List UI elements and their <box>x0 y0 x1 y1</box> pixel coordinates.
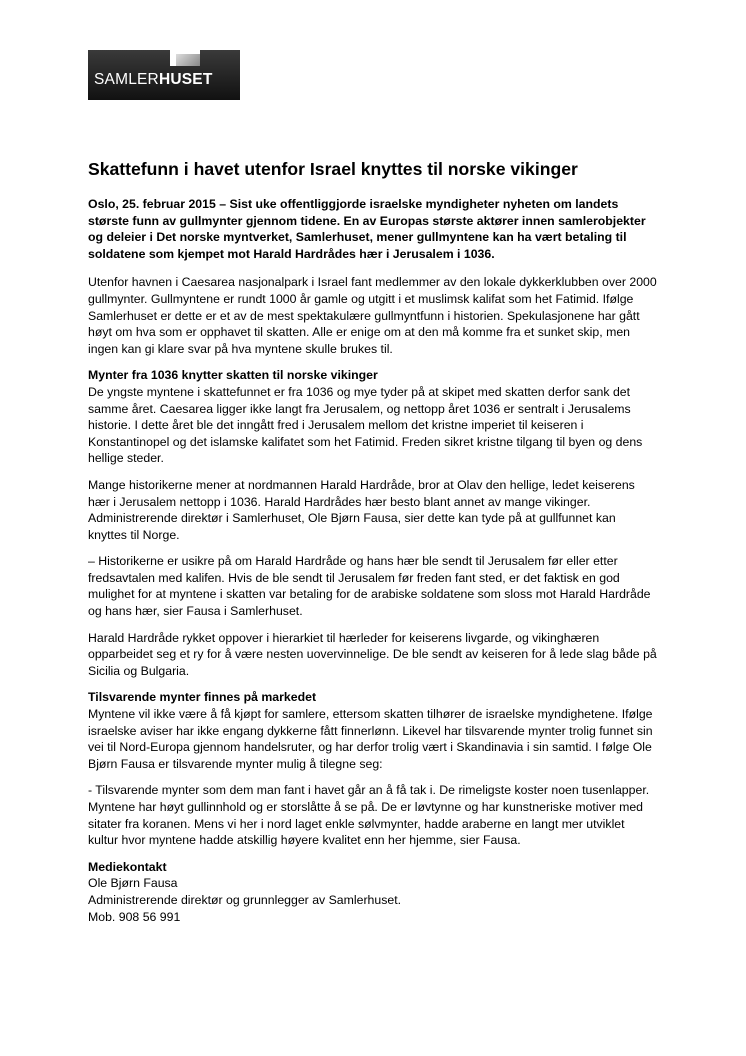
body-paragraph-6: Myntene vil ikke være å få kjøpt for samlere, ettersom skatten tilhører de israelske myndighetene. Ifølge israelske aviser har ikke engang dykkerne fått finnerlønn. Likevel har tilsvarende mynter trolig funnet sin vei til Nord-Europa gjennom handelsruter, og har derfor trolig vært i Skandinavia i sin samtid. I følge Ole Bjørn Fausa er tilsvarende mynter mulig å tilegne seg: <box>88 707 653 771</box>
lead-paragraph: Oslo, 25. februar 2015 – Sist uke offentliggjorde israelske myndigheter nyheten om landets største funn av gullmynter gjennom tidene. En av Europas største aktører innen samlerobjekter og deleier i Det norske myntverket, Samlerhuset, mener gullmyntene kan ha vært betaling til soldatene som kjempet mot Harald Hardrådes hær i Jerusalem i 1036. <box>88 197 646 261</box>
body-paragraph-5: Harald Hardråde rykket oppover i hierarkiet til hærleder for keiserens livgarde, og vikinghæren opparbeidet seg et ry for å være nesten uovervinnelige. De ble sendt av keiseren for å lede slag både på Sicilia og Bulgaria. <box>88 630 657 678</box>
media-contact <box>88 859 658 925</box>
body-paragraph-7: - Tilsvarende mynter som dem man fant i havet går an å få tak i. De rimeligste koster noen tusenlapper. Myntene har høyt gullinnhold og er storslåtte å se på. De er løvtynne og har kunstneriske motiver med sitater fra koranen. Mens vi her i nord laget enkle sølvmynter, hadde araberne en langt mer utviklet kultur hvor myntene hadde atskillig høyere kvalitet enn her hjemme, sier Fausa. <box>88 783 650 848</box>
section-tilsvarende-mynter <box>88 689 658 772</box>
contact-phone: Mob. 908 56 991 <box>88 909 181 924</box>
logo-text: SAMLERHUSET <box>94 71 213 88</box>
subheading-2: Tilsvarende mynter finnes på markedet <box>88 690 317 705</box>
logo-mark <box>170 50 200 66</box>
body-paragraph-4: – Historikerne er usikre på om Harald Hardråde og hans hær ble sendt til Jerusalem før eller etter fredsavtalen med kalifen. Hvis de ble sendt til Jerusalem før freden fant sted, er det faktisk en god mulighet for at myntene i skatten var betaling for de arabiske soldatene som sloss mot Harald Hardråde og hans hær, sier Fausa i Samlerhuset. <box>88 554 651 619</box>
samlerhuset-logo <box>88 50 240 100</box>
body-paragraph-2: De yngste myntene i skattefunnet er fra 1036 og mye tyder på at skipet med skatten derfor sank det samme året. Caesarea ligger ikke langt fra Jerusalem, og nettopp året 1036 er sentralt i Jerusalems historie. I dette året ble det inngått fred i Jerusalem mellom det kristne imperiet til keiseren i Konstantinopel og det islamske kalifatet som het Fatimid. Freden sikret kristne tilgang til byen og dens hellige steder. <box>88 384 643 466</box>
page-title: Skattefunn i havet utenfor Israel knyttes til norske vikinger <box>88 159 578 179</box>
body-paragraph-1: Utenfor havnen i Caesarea nasjonalpark i Israel fant medlemmer av den lokale dykkerklubben over 2000 gullmynter. Gullmyntene er rundt 1000 år gamle og utgitt i et muslimsk kalifat som het Fatimid. Ifølge Samlerhuset er dette er et av de mest spektakulære gullmyntfunn i historien. Spekulasjonene har gått høyt om hva som er opphavet til skatten. Alle er enige om at den må komme fra et sunket skip, men ingen kan gi klare svar på hva myntene skulle brukes til. <box>88 275 657 356</box>
section-mynter-1036 <box>88 367 658 467</box>
contact-name: Ole Bjørn Fausa <box>88 876 178 891</box>
contact-title: Mediekontakt <box>88 859 167 874</box>
contact-role: Administrerende direktør og grunnlegger av Samlerhuset. <box>88 892 402 907</box>
press-release <box>88 158 658 925</box>
subheading-1: Mynter fra 1036 knytter skatten til norske vikinger <box>88 368 378 383</box>
body-paragraph-3: Mange historikerne mener at nordmannen Harald Hardråde, bror at Olav den hellige, ledet keiserens hær i Jerusalem nettopp i 1036. Harald Hardrådes hær besto blant annet av mange vikinger. Administrerende direktør i Samlerhuset, Ole Bjørn Fausa, sier dette kan tyde på at gullfunnet kan knyttes til Norge. <box>88 477 635 542</box>
